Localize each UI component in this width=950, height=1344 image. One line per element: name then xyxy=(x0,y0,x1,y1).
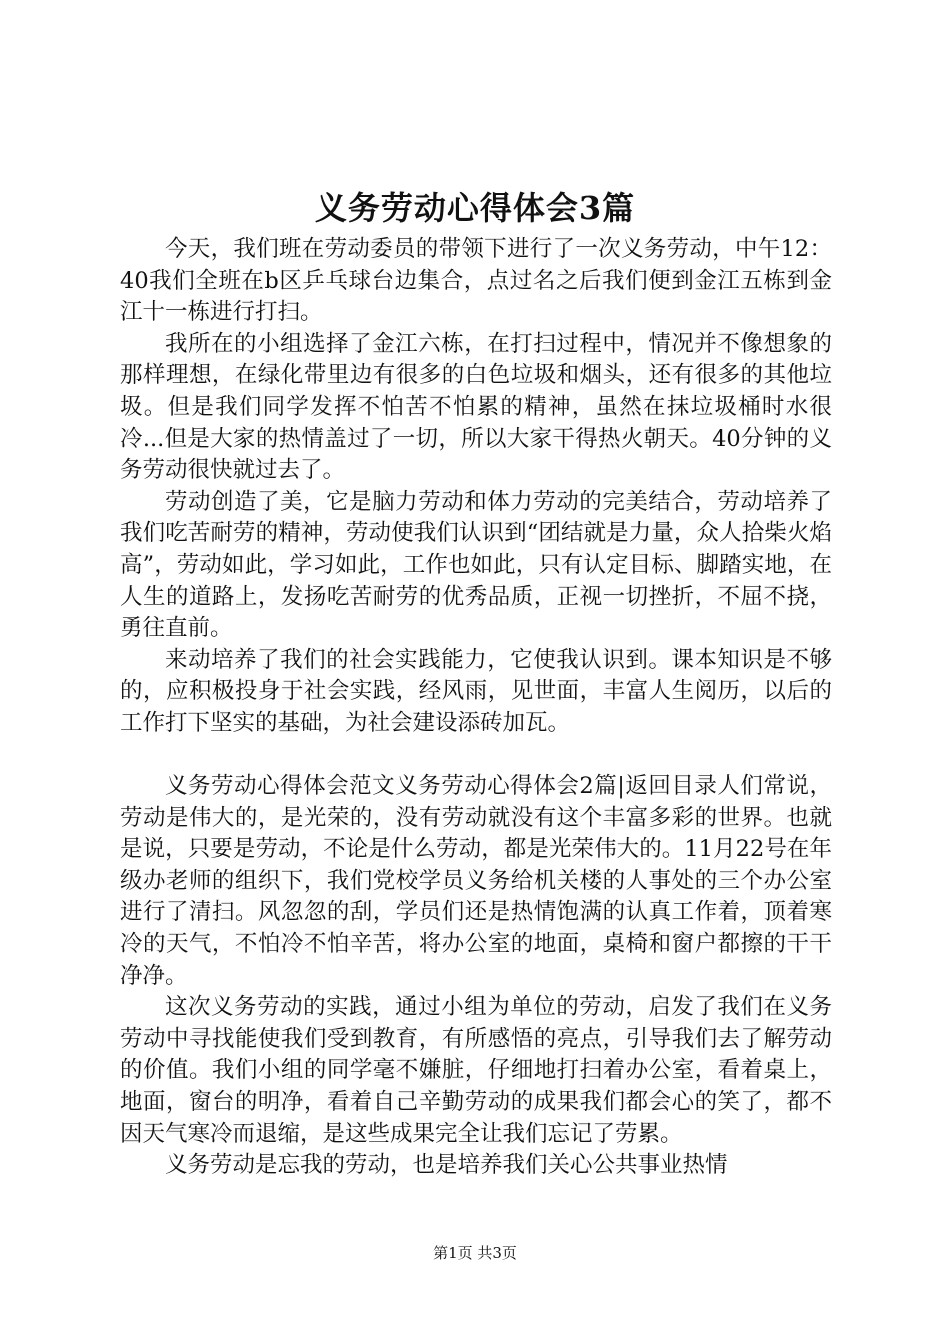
document-body xyxy=(120,234,832,1182)
paragraph-gap xyxy=(120,740,832,772)
paragraph-6: 这次义务劳动的实践，通过小组为单位的劳动，启发了我们在义务劳动中寻找能使我们受到教育，有所感悟的亮点，引导我们去了解劳动的价值。我们小组的同学毫不嫌脏，仔细地打扫着办公室，看着桌上，地面，窗台的明净，看着自己辛勤劳动的成果我们都会心的笑了，都不因天气寒冷而退缩，是这些成果完全让我们忘记了劳累。 xyxy=(120,994,832,1147)
paragraph-5: 义务劳动心得体会范文义务劳动心得体会2篇|返回目录人们常说，劳动是伟大的，是光荣的，没有劳动就没有这个丰富多彩的世界。也就是说，只要是劳动，不论是什么劳动，都是光荣伟大的。11月22号在年级办老师的组织下，我们党校学员义务给机关楼的人事处的三个办公室进行了清扫。风忽忽的刮，学员们还是热情饱满的认真工作着，顶着寒冷的天气，不怕冷不怕辛苦，将办公室的地面，桌椅和窗户都擦的干干净净。 xyxy=(120,773,832,989)
paragraph-3: 劳动创造了美，它是脑力劳动和体力劳动的完美结合，劳动培养了我们吃苦耐劳的精神，劳动使我们认识到“团结就是力量，众人拾柴火焰高”，劳动如此，学习如此，工作也如此，只有认定目标、脚踏实地，在人生的道路上，发扬吃苦耐劳的优秀品质，正视一切挫折，不屈不挠，勇往直前。 xyxy=(120,488,832,642)
paragraph-1: 今天，我们班在劳动委员的带领下进行了一次义务劳动，中午12：40我们全班在b区乒乓球台边集合，点过名之后我们便到金江五栋到金江十一栋进行打扫。 xyxy=(120,236,832,326)
paragraph-2: 我所在的小组选择了金江六栋，在打扫过程中，情况并不像想象的那样理想，在绿化带里边有很多的白色垃圾和烟头，还有很多的其他垃圾。但是我们同学发挥不怕苦不怕累的精神，虽然在抹垃圾桶时水很冷...但是大家的热情盖过了一切，所以大家干得热火朝天。40分钟的义务劳动很快就过去了。 xyxy=(120,330,832,484)
page-footer: 第1页 共3页 xyxy=(433,1244,517,1262)
paragraph-7: 义务劳动是忘我的劳动，也是培养我们关心公共事业热情 xyxy=(165,1152,728,1179)
paragraph-4: 来动培养了我们的社会实践能力，它使我认识到。课本知识是不够的，应积极投身于社会实践，经风雨，见世面，丰富人生阅历，以后的工作打下坚实的基础，为社会建设添砖加瓦。 xyxy=(120,646,832,736)
document-title: 义务劳动心得体会3篇 xyxy=(314,189,636,227)
